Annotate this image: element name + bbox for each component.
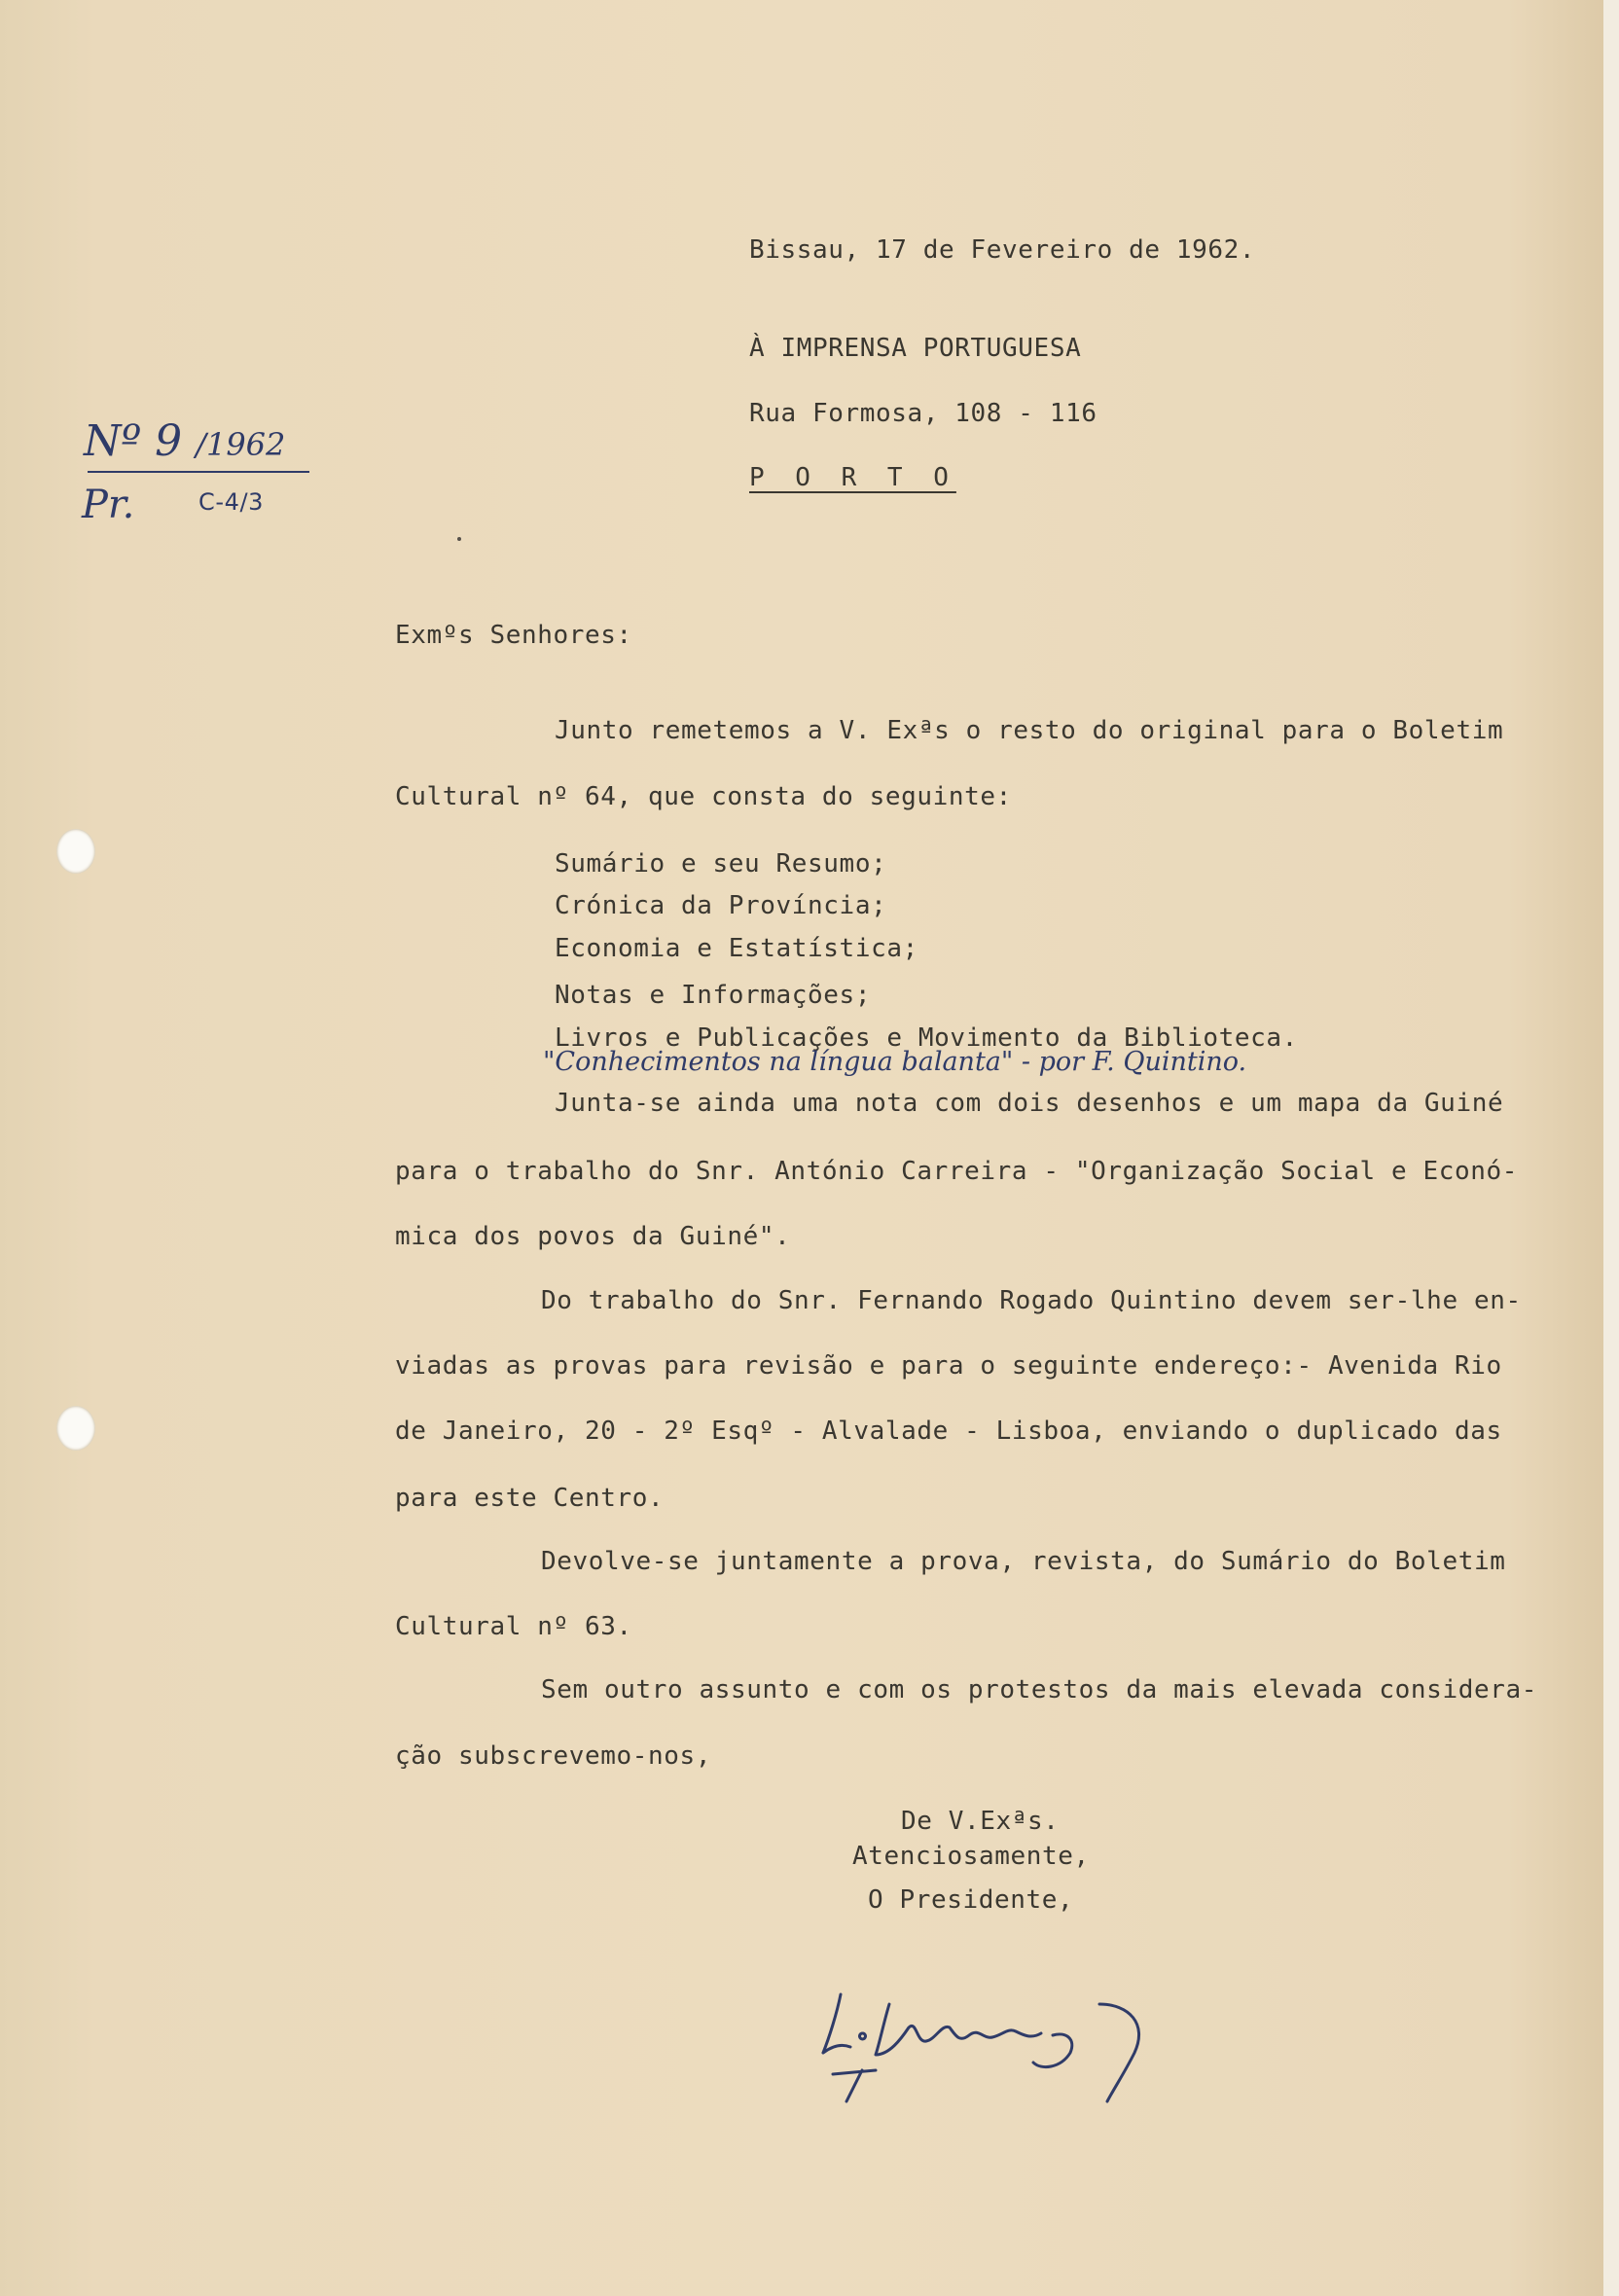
paragraph-3-line-4: para este Centro. — [395, 1484, 665, 1513]
file-note-rule — [88, 471, 309, 473]
contents-item-4: Notas e Informações; — [555, 981, 872, 1010]
recipient-address: Rua Formosa, 108 - 116 — [749, 399, 1097, 428]
paragraph-3-line-3: de Janeiro, 20 - 2º Esqº - Alvalade - Lisboa, enviando o duplicado das — [395, 1417, 1502, 1446]
signature — [808, 1946, 1236, 2111]
file-code: C-4/3 — [198, 488, 265, 516]
recipient-city: P O R T O — [749, 463, 956, 492]
punch-hole-top — [56, 829, 95, 874]
paragraph-5-line-1: Sem outro assunto e com os protestos da mais elevada considera- — [541, 1675, 1537, 1704]
file-proc-note: Pr. — [82, 483, 135, 527]
contents-item-1: Sumário e seu Resumo; — [555, 849, 887, 879]
paragraph-1-line-1: Junto remetemos a V. Exªs o resto do original para o Boletim — [555, 716, 1504, 745]
paragraph-3-line-1: Do trabalho do Snr. Fernando Rogado Quintino devem ser-lhe en- — [541, 1286, 1522, 1315]
ink-dot — [457, 537, 461, 541]
salutation: Exmºs Senhores: — [395, 621, 632, 650]
closing-line-1: De V.Exªs. — [901, 1807, 1060, 1836]
paragraph-3-line-2: viadas as provas para revisão e para o seguinte endereço:- Avenida Rio — [395, 1351, 1502, 1381]
contents-item-5: Livros e Publicações e Movimento da Biblioteca. — [555, 1023, 1298, 1053]
date-line: Bissau, 17 de Fevereiro de 1962. — [749, 235, 1256, 265]
closing-line-2: Atenciosamente, — [852, 1842, 1090, 1871]
paragraph-5-line-2: ção subscrevemo-nos, — [395, 1741, 712, 1771]
punch-hole-bottom — [56, 1406, 95, 1451]
paragraph-1-line-2: Cultural nº 64, que consta do seguinte: — [395, 782, 1012, 811]
paragraph-4-line-1: Devolve-se juntamente a prova, revista, do Sumário do Boletim — [541, 1547, 1506, 1576]
contents-item-3: Economia e Estatística; — [555, 934, 918, 963]
closing-line-3: O Presidente, — [868, 1885, 1074, 1915]
page-edge — [1603, 0, 1619, 2296]
paragraph-2-line-2: para o trabalho do Snr. António Carreira - "Organização Social e Econó- — [395, 1157, 1518, 1186]
handwritten-insert: "Conhecimentos na língua balanta" - por F. Quintino. — [543, 1047, 1247, 1077]
paragraph-4-line-2: Cultural nº 63. — [395, 1612, 632, 1641]
paragraph-2-line-1: Junta-se ainda uma nota com dois desenhos e um mapa da Guiné — [555, 1089, 1504, 1118]
file-number: Nº 9 — [84, 416, 183, 466]
file-year: /1962 — [196, 426, 286, 463]
contents-item-2: Crónica da Província; — [555, 891, 887, 920]
recipient-name: À IMPRENSA PORTUGUESA — [749, 334, 1082, 363]
file-number-note — [84, 416, 285, 466]
paragraph-2-line-3: mica dos povos da Guiné". — [395, 1222, 791, 1251]
